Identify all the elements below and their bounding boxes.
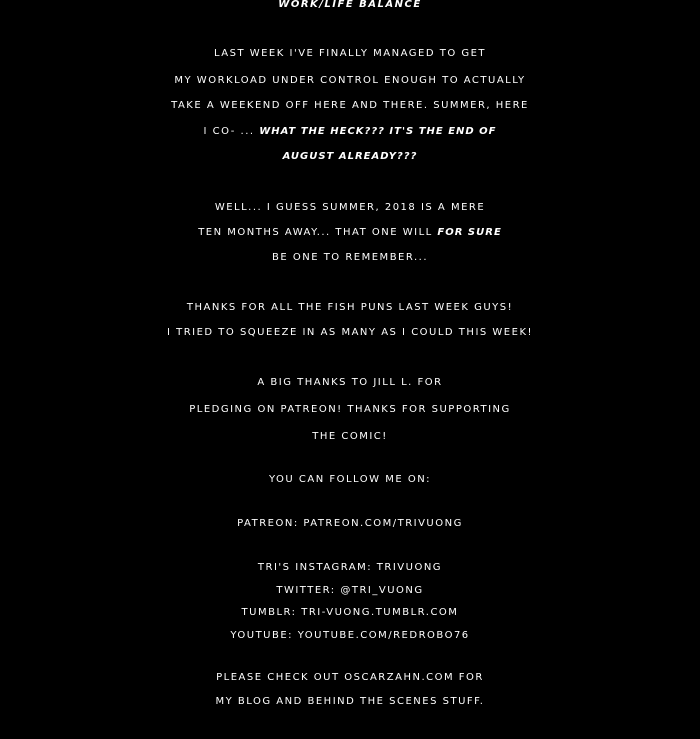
- paragraph2-line2-emphasis: FOR SURE: [437, 227, 502, 238]
- paragraph1-line4-emphasis: WHAT THE HECK??? IT'S THE END OF: [259, 126, 497, 137]
- paragraph1-line2: MY WORKLOAD UNDER CONTROL ENOUGH TO ACTUALLY: [174, 75, 526, 86]
- paragraph3-line2: I TRIED TO SQUEEZE IN AS MANY AS I COULD THIS WEEK!: [166, 327, 534, 338]
- tumblr-link: TUMBLR: TRI-VUONG.TUMBLR.COM: [241, 607, 459, 618]
- patreon-link: PATREON: PATREON.COM/TRIVUONG: [237, 518, 463, 529]
- paragraph4-line2: PLEDGING ON PATREON! THANKS FOR SUPPORTING: [189, 404, 511, 415]
- paragraph2-line3: BE ONE TO REMEMBER...: [271, 252, 428, 263]
- paragraph1-line1: LAST WEEK I'VE FINALLY MANAGED TO GET: [213, 48, 487, 59]
- paragraph2-line1: WELL... I GUESS SUMMER, 2018 IS A MERE: [214, 202, 486, 213]
- twitter-handle: TWITTER: @TRI_VUONG: [276, 585, 424, 596]
- youtube-link: YOUTUBE: YOUTUBE.COM/REDROBO76: [230, 630, 470, 641]
- closing-line2: MY BLOG AND BEHIND THE SCENES STUFF.: [215, 696, 485, 707]
- paragraph1-line5-emphasis: AUGUST ALREADY???: [282, 151, 418, 162]
- paragraph3-line1: THANKS FOR ALL THE FISH PUNS LAST WEEK GUYS!: [186, 302, 514, 313]
- follow-heading: YOU CAN FOLLOW ME ON:: [268, 474, 432, 485]
- note-title: WORK/LIFE BALANCE: [278, 0, 422, 10]
- instagram-handle: TRI'S INSTAGRAM: TRIVUONG: [257, 562, 443, 573]
- paragraph4-line1: A BIG THANKS TO JILL L. FOR: [257, 377, 443, 388]
- paragraph2-line2-text: TEN MONTHS AWAY... THAT ONE WILL: [198, 227, 438, 238]
- closing-line1: PLEASE CHECK OUT OSCARZAHN.COM FOR: [216, 672, 484, 683]
- paragraph1-line4: [0, 120, 700, 144]
- paragraph4-line3: THE COMIC!: [312, 431, 388, 442]
- paragraph2-line2: [0, 221, 700, 245]
- paragraph1-line4-text: I CO- ...: [203, 126, 260, 137]
- paragraph1-line3: TAKE A WEEKEND OFF HERE AND THERE. SUMMER, HERE: [171, 100, 529, 111]
